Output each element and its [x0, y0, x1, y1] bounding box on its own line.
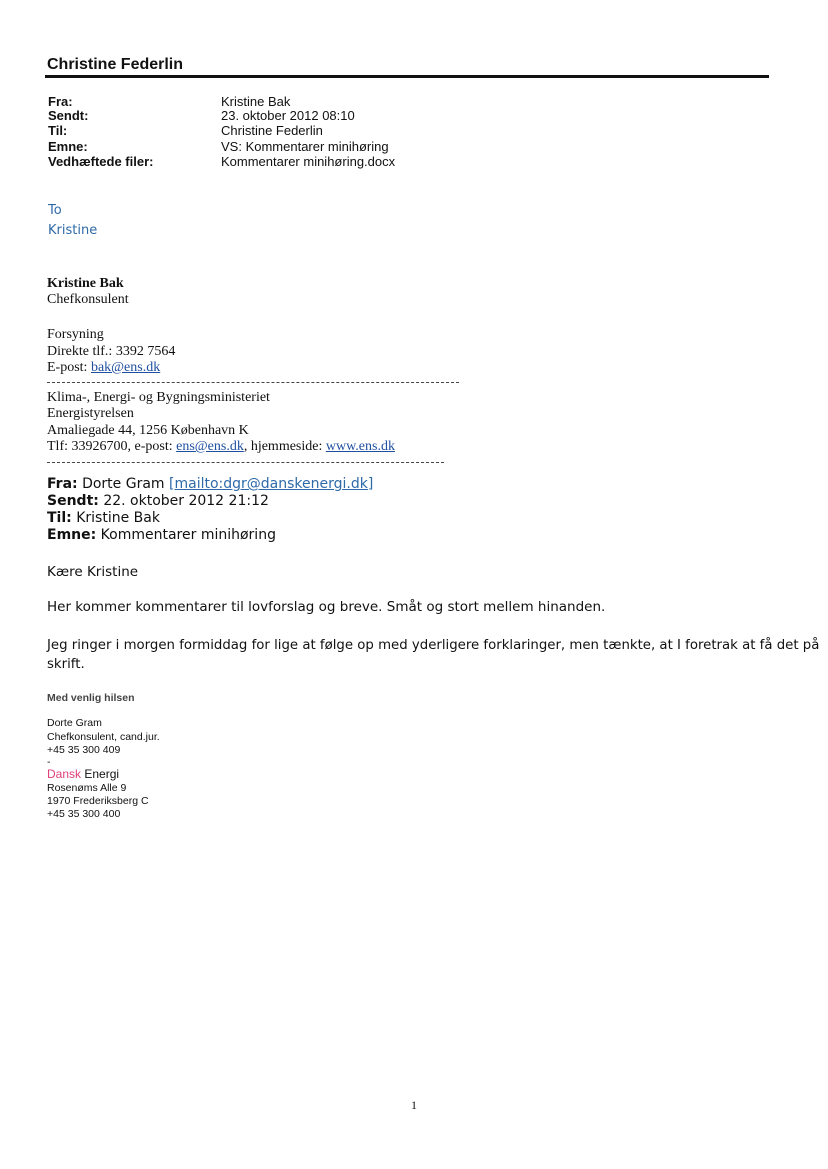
closing-name: Dorte Gram	[47, 717, 102, 729]
attachments-label: Vedhæftede filer:	[48, 154, 154, 169]
fwd-from-name: Dorte Gram	[82, 476, 165, 492]
signature-title: Chefkonsulent	[47, 292, 129, 307]
to-label: Til:	[48, 123, 68, 138]
signature-name: Kristine Bak	[47, 276, 124, 291]
fwd-to-line	[47, 510, 160, 526]
to-value: Christine Federlin	[221, 123, 323, 138]
sent-label: Sendt:	[48, 108, 89, 123]
mailbox-owner-name: Christine Federlin	[47, 56, 184, 73]
dashed-divider	[47, 462, 444, 463]
company-phone: +45 35 300 400	[47, 808, 121, 820]
from-value: Kristine Bak	[221, 94, 291, 109]
email-label: E-post:	[47, 360, 88, 375]
fwd-subject-line	[47, 527, 276, 543]
fwd-from-line	[47, 476, 373, 492]
body-paragraph-2-line-2: skrift.	[47, 657, 85, 672]
greeting-line-1: To	[48, 203, 62, 218]
ministry-name: Klima-, Energi- og Bygningsministeriet	[47, 390, 270, 405]
from-label: Fra:	[48, 94, 73, 109]
page-number: 1	[411, 1098, 417, 1112]
closing-regards: Med venlig hilsen	[47, 692, 135, 704]
tel-prefix: Tlf: 33926700, e-post:	[47, 439, 173, 454]
agency-web-link[interactable]: www.ens.dk	[325, 439, 395, 454]
fwd-sent-line	[47, 493, 269, 509]
company-street: Rosenøms Alle 9	[47, 782, 127, 794]
body-paragraph-1: Her kommer kommentarer til lovforslag og breve. Småt og stort mellem hinanden.	[47, 599, 606, 615]
agency-name: Energistyrelsen	[47, 406, 134, 421]
sent-value: 23. oktober 2012 08:10	[221, 108, 355, 123]
email-link[interactable]: bak@ens.dk	[90, 360, 161, 375]
phone-number: 3392 7564	[115, 344, 176, 359]
greeting-line-2: Kristine	[48, 223, 98, 238]
fwd-from-label: Fra:	[47, 476, 78, 492]
company-name-part-2: Energi	[81, 767, 120, 781]
fwd-subject-label: Emne:	[47, 527, 97, 543]
agency-contact-line	[47, 439, 395, 455]
fwd-sent-value: 22. oktober 2012 21:12	[103, 493, 269, 509]
company-name	[47, 768, 119, 780]
agency-email-link[interactable]: ens@ens.dk	[176, 439, 244, 454]
closing-phone: +45 35 300 409	[47, 744, 121, 756]
fwd-subject-value: Kommentarer minihøring	[100, 527, 276, 543]
phone-label: Direkte tlf.:	[47, 344, 113, 359]
attachment-filename[interactable]: Kommentarer minihøring.docx	[221, 154, 396, 169]
subject-value: VS: Kommentarer minihøring	[221, 139, 389, 154]
signature-email-line	[47, 360, 160, 376]
company-name-part-1: Dansk	[47, 767, 82, 781]
fwd-to-label: Til:	[47, 510, 72, 526]
signature-phone-line	[47, 344, 175, 360]
fwd-to-value: Kristine Bak	[76, 510, 160, 526]
salutation: Kære Kristine	[47, 564, 139, 580]
body-paragraph-2-line-1: Jeg ringer i morgen formiddag for lige at følge op med yderligere forklaringer, men tænkte, at I foretrak at få det på	[47, 638, 820, 653]
closing-dash: -	[47, 756, 51, 768]
subject-label: Emne:	[48, 139, 88, 154]
fwd-mailto-link[interactable]: [mailto:dgr@danskenergi.dk]	[169, 476, 374, 492]
company-city: 1970 Frederiksberg C	[47, 795, 149, 807]
closing-title: Chefkonsulent, cand.jur.	[47, 731, 160, 743]
fwd-sent-label: Sendt:	[47, 493, 99, 509]
signature-department: Forsyning	[47, 327, 104, 342]
agency-address: Amaliegade 44, 1256 København K	[47, 423, 249, 438]
dashed-divider	[47, 382, 459, 383]
web-prefix: , hjemmeside:	[243, 439, 323, 454]
header-rule	[45, 75, 769, 78]
